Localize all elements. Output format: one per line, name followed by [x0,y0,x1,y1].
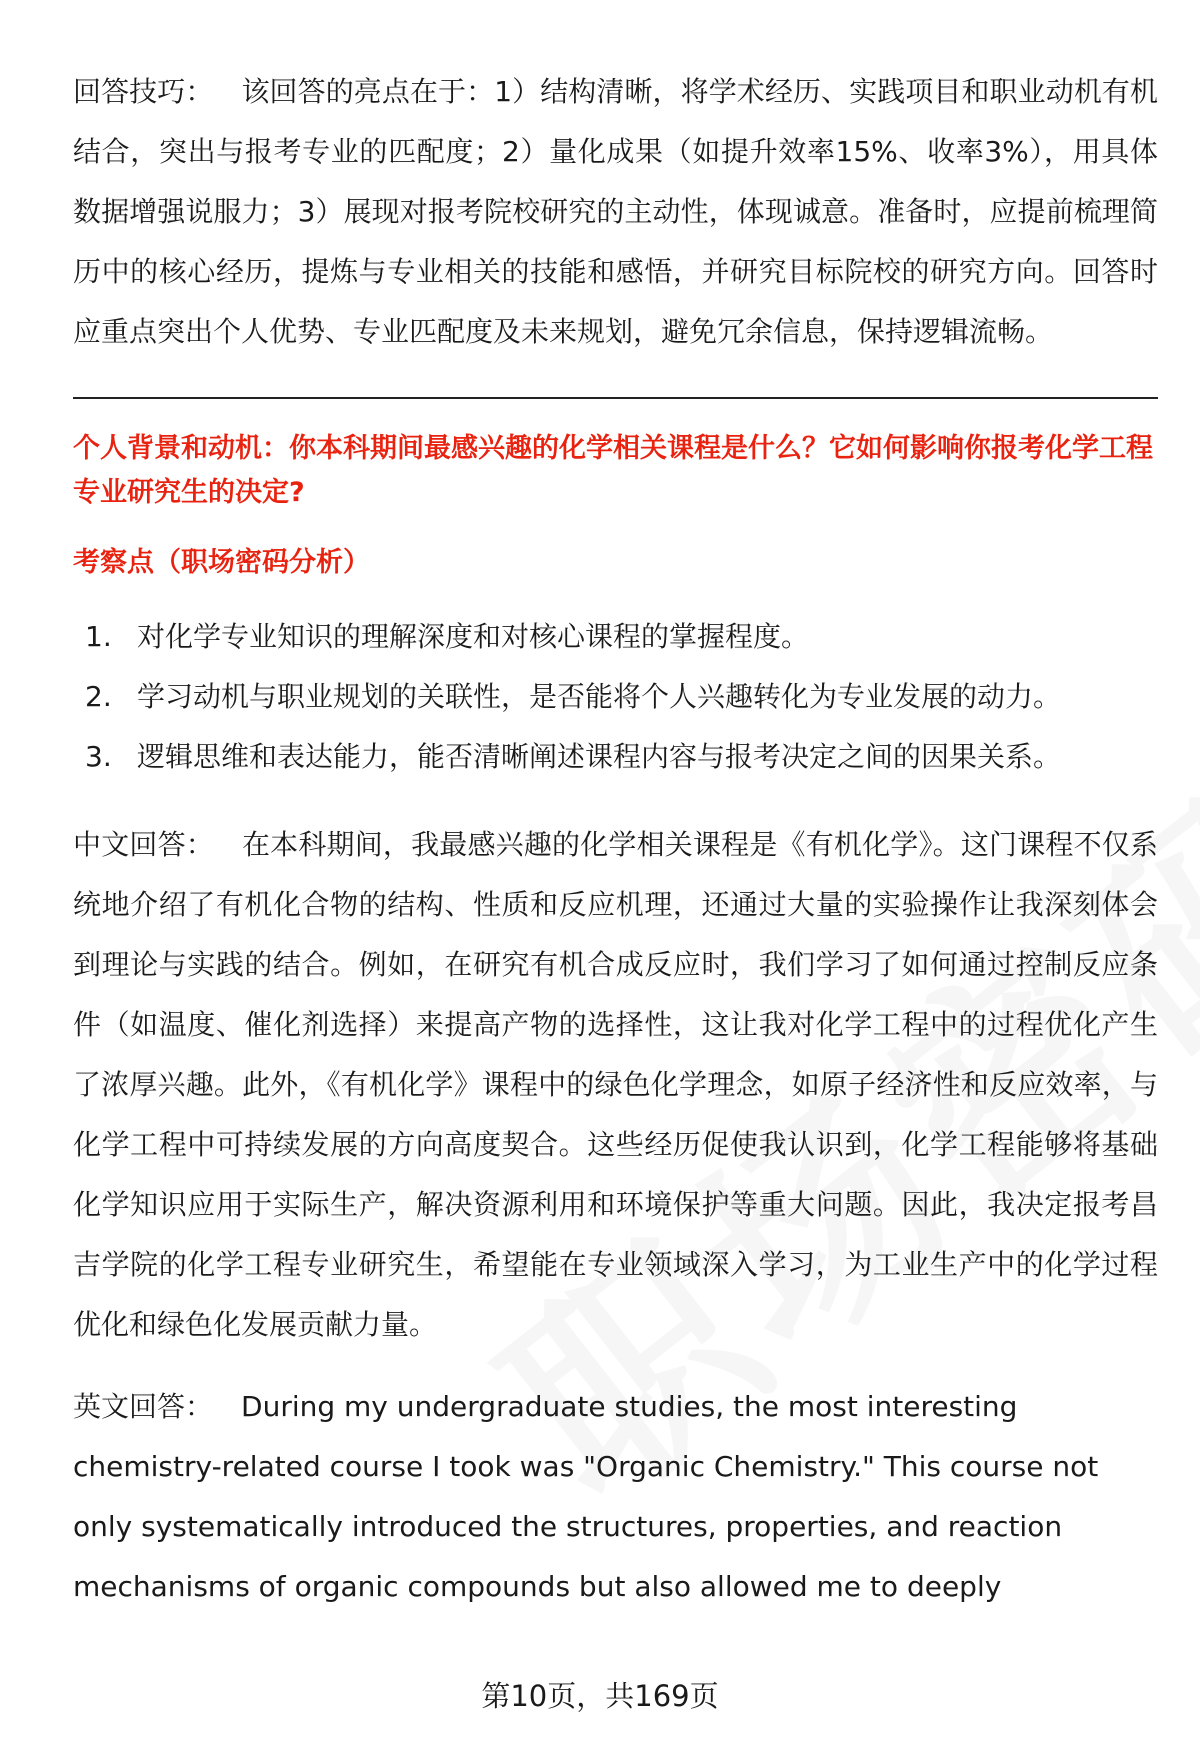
tips-paragraph [73,62,1158,362]
list-item-text: 学习动机与职业规划的关联性，是否能将个人兴趣转化为专业发展的动力。 [137,680,1062,713]
focus-list [73,607,1158,787]
list-item-text: 逻辑思维和表达能力，能否清晰阐述课程内容与报考决定之间的因果关系。 [137,740,1062,773]
tips-text: 该回答的亮点在于：1）结构清晰，将学术经历、实践项目和职业动机有机结合，突出与报考专业的匹配度；2）量化成果（如提升效率15%、收率3%），用具体数据增强说服力；3）展现对报考院校研究的主动性，体现诚意。准备时，应提前梳理简历中的核心经历，提炼与专业相关的技能和感悟，并研究目标院校的研究方向。回答时应重点突出个人优势、专业匹配度及未来规划，避免冗余信息，保持逻辑流畅。 [73,75,1158,348]
english-answer-paragraph [73,1377,1158,1617]
focus-heading: 考察点（职场密码分析） [73,547,370,578]
english-answer-text-3: only systematically introduced the structures, properties, and reaction [73,1510,1063,1543]
english-answer-label: 英文回答： [73,1390,214,1423]
question-title: 个人背景和动机：你本科期间最感兴趣的化学相关课程是什么？它如何影响你报考化学工程专业研究生的决定? [73,433,1153,508]
list-item-text: 对化学专业知识的理解深度和对核心课程的掌握程度。 [137,620,810,653]
chinese-answer-paragraph [73,815,1158,1355]
list-item-number: 2. [85,680,112,713]
list-item-number: 3. [85,740,112,773]
english-answer-line [73,1377,1158,1437]
page-number: 第10页，共169页 [481,1679,719,1713]
document-page [73,62,1158,1617]
section-divider [73,397,1158,399]
list-item [73,667,1158,727]
chinese-answer-label: 中文回答： [73,828,214,861]
chinese-answer-text: 在本科期间，我最感兴趣的化学相关课程是《有机化学》。这门课程不仅系统地介绍了有机化合物的结构、性质和反应机理，还通过大量的实验操作让我深刻体会到理论与实践的结合。例如，在研究有机合成反应时，我们学习了如何通过控制反应条件（如温度、催化剂选择）来提高产物的选择性，这让我对化学工程中的过程优化产生了浓厚兴趣。此外，《有机化学》课程中的绿色化学理念，如原子经济性和反应效率，与化学工程中可持续发展的方向高度契合。这些经历促使我认识到，化学工程能够将基础化学知识应用于实际生产，解决资源利用和环境保护等重大问题。因此，我决定报考昌吉学院的化学工程专业研究生，希望能在专业领域深入学习，为工业生产中的化学过程优化和绿色化发展贡献力量。 [73,828,1158,1341]
english-answer-text-4: mechanisms of organic compounds but also allowed me to deeply [73,1570,1002,1603]
tips-label: 回答技巧： [73,75,214,108]
list-item [73,607,1158,667]
list-item [73,727,1158,787]
list-item-number: 1. [85,620,112,653]
english-answer-text-1: During my undergraduate studies, the most interesting [241,1390,1018,1423]
english-answer-text-2: chemistry-related course I took was "Organic Chemistry." This course not [73,1450,1099,1483]
